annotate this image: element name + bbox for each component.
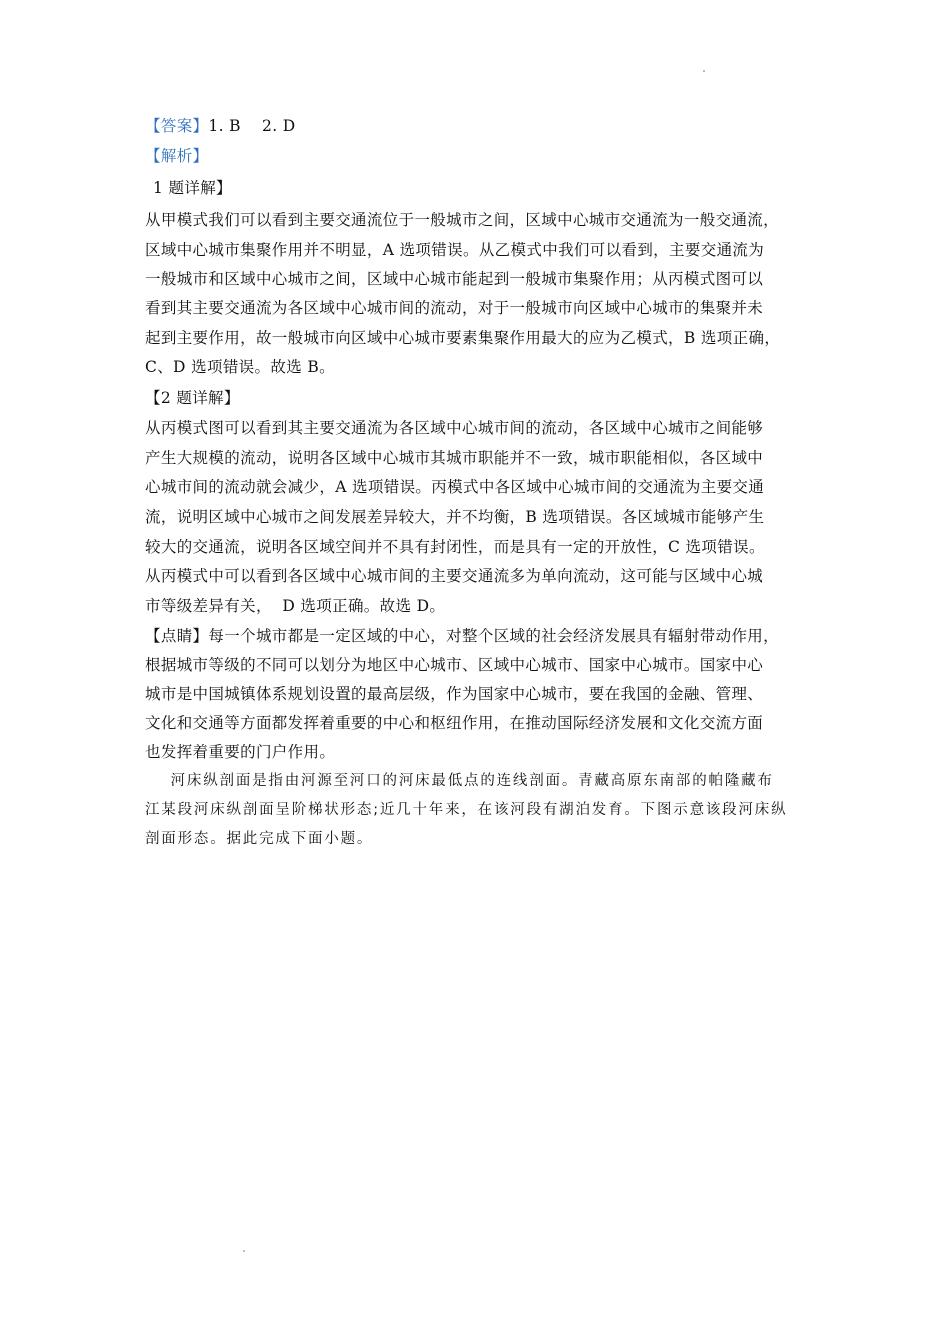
- q1-line: 从甲模式我们可以看到主要交通流位于一般城市之间，区域中心城市交通流为一般交通流，: [145, 211, 780, 229]
- scan-speck: [703, 70, 705, 72]
- tip-line: 城市是中国城镇体系规划设置的最高层级，作为国家中心城市，要在我国的金融、管理、: [145, 685, 764, 703]
- answer-text: 1. B 2. D: [208, 117, 296, 135]
- intro-line: 剖面形态。据此完成下面小题。: [145, 831, 374, 847]
- tip-line: 文化和交通等方面都发挥着重要的中心和枢纽作用，在推动国际经济发展和文化交流方面: [145, 714, 764, 732]
- answer-label: 【答案】: [145, 117, 209, 135]
- tip-line: [145, 626, 815, 646]
- tip-line: 根据城市等级的不同可以划分为地区中心城市、区域中心城市、国家中心城市。国家中心: [145, 656, 764, 674]
- q2-line: 心城市间的流动就会减少，A 选项错误。丙模式中各区域中心城市间的交通流为主要交通: [145, 478, 765, 496]
- q2-line: 从丙模式图可以看到其主要交通流为各区域中心城市间的流动，各区域中心城市之间能够: [145, 419, 764, 437]
- q1-line: 看到其主要交通流为各区域中心城市间的流动，对于一般城市向区域中心城市的集聚并未: [145, 299, 764, 317]
- tip-label: 【点睛】: [145, 627, 209, 645]
- q2-line: 流，说明区域中心城市之间发展差异较大，并不均衡，B 选项错误。各区域城市能够产生: [145, 508, 765, 526]
- analysis-label: 【解析】: [145, 147, 209, 165]
- q1-line: 起到主要作用，故一般城市向区域中心城市要素集聚作用最大的应为乙模式，B 选项正确，: [145, 329, 781, 347]
- q1-line: 区域中心城市集聚作用并不明显，A 选项错误。从乙模式中我们可以看到，主要交通流为: [145, 241, 765, 259]
- tip-line: 也发挥着重要的门户作用。: [145, 743, 336, 761]
- intro-line: 河床纵剖面是指由河源至河口的河床最低点的连线剖面。青藏高原东南部的帕隆藏布: [145, 773, 774, 789]
- q2-line: 产生大规模的流动，说明各区域中心城市其城市职能并不一致，城市职能相似，各区域中: [145, 449, 764, 467]
- q1-heading: 1 题详解】: [153, 179, 232, 197]
- answer-line: [145, 116, 815, 136]
- q2-line: 从丙模式中可以看到各区域中心城市间的主要交通流多为单向流动，这可能与区域中心城: [145, 567, 764, 585]
- analysis-line: [145, 146, 815, 166]
- q1-line: C、D 选项错误。故选 B。: [145, 358, 335, 376]
- q2-line: 较大的交通流，说明各区域空间并不具有封闭性，而是具有一定的开放性，C 选项错误。: [145, 538, 765, 556]
- scan-speck: [243, 1250, 245, 1252]
- q2-heading: 【2 题详解】: [145, 389, 240, 407]
- q2-line: 市等级差异有关， D 选项正确。故选 D。: [145, 597, 446, 615]
- q1-line: 一般城市和区域中心城市之间，区域中心城市能起到一般城市集聚作用；从丙模式图可以: [145, 270, 764, 288]
- tip-first-text: 每一个城市都是一定区域的中心，对整个区域的社会经济发展具有辐射带动作用，: [208, 627, 780, 645]
- intro-line: 江某段河床纵剖面呈阶梯状形态;近几十年来，在该河段有湖泊发育。下图示意该段河床纵: [145, 802, 788, 818]
